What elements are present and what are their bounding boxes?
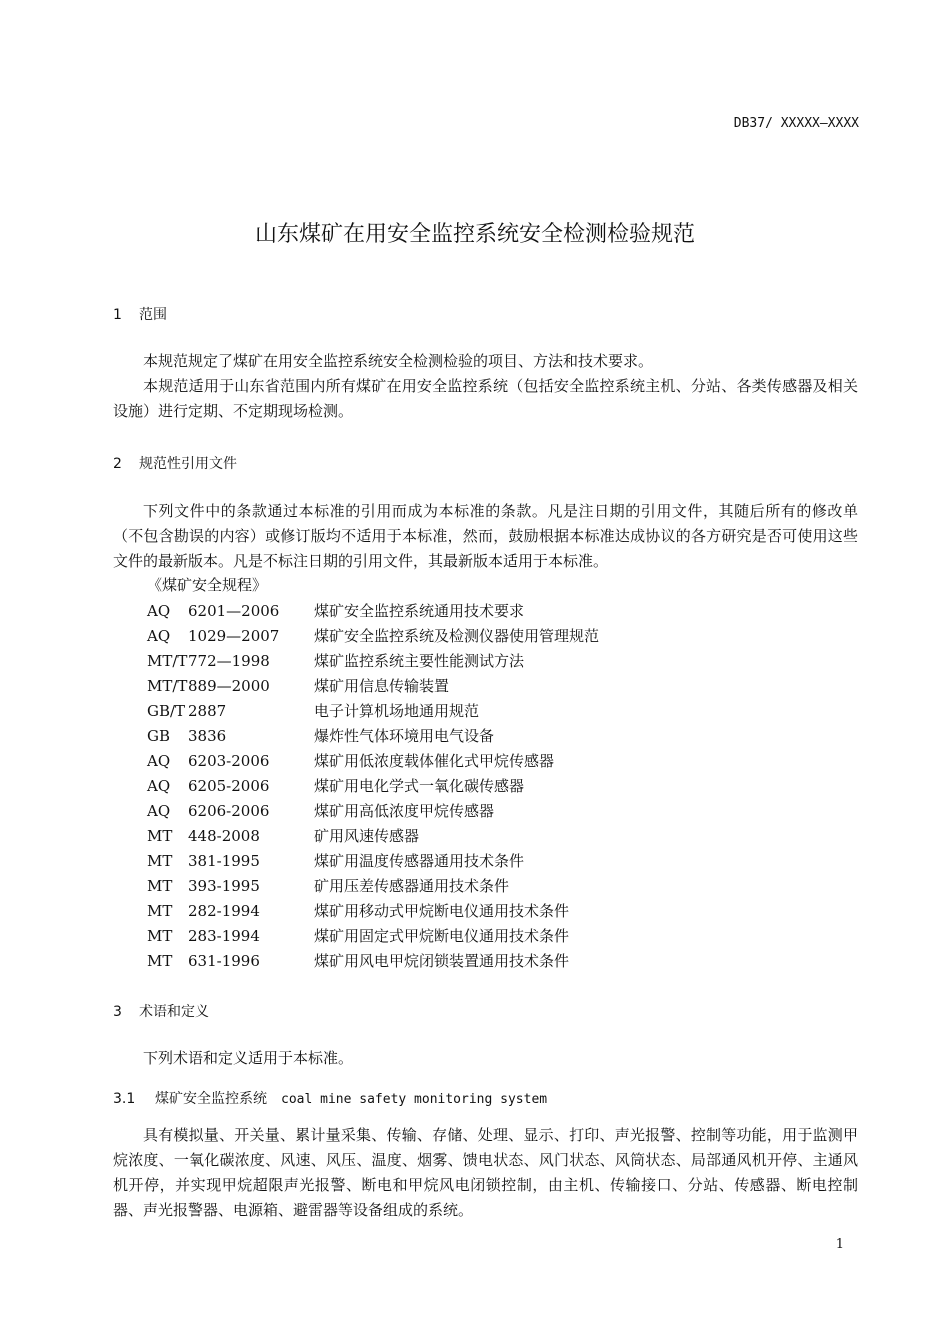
reference-title: 煤矿用低浓度载体催化式甲烷传感器: [314, 752, 555, 770]
reference-title: 煤矿用电化学式一氧化碳传感器: [314, 777, 525, 795]
reference-prefix: MT/T: [147, 677, 188, 695]
reference-title: 煤矿用温度传感器通用技术条件: [314, 852, 525, 870]
section-1-body: [113, 349, 858, 424]
term-number: 3.1: [113, 1091, 136, 1107]
reference-title: 电子计算机场地通用规范: [314, 702, 480, 720]
section-1-heading: [113, 304, 167, 324]
section-title: 规范性引用文件: [139, 456, 237, 472]
reference-number: 6203-2006: [188, 752, 270, 770]
standard-code: DB37/ XXXXX—XXXX: [733, 116, 859, 131]
reference-row: [147, 899, 599, 924]
section-title: 术语和定义: [139, 1004, 209, 1020]
reference-prefix: AQ: [147, 752, 171, 770]
section-title: 范围: [139, 307, 167, 323]
reference-row: [147, 724, 599, 749]
document-title: 山东煤矿在用安全监控系统安全检测检验规范: [254, 222, 695, 247]
paragraph: 下列术语和定义适用于本标准。: [143, 1049, 354, 1067]
reference-number: 1029—2007: [188, 627, 280, 645]
paragraph: 本规范适用于山东省范围内所有煤矿在用安全监控系统（包括安全监控系统主机、分站、各类传感器及相关设施）进行定期、不定期现场检测。: [113, 377, 858, 420]
reference-row: [147, 699, 599, 724]
reference-number: 283-1994: [188, 927, 260, 945]
reference-number: 381-1995: [188, 852, 260, 870]
section-3-body: [113, 1046, 858, 1071]
reference-regulation: 《煤矿安全规程》: [147, 576, 268, 594]
page-number: 1: [835, 1237, 844, 1252]
reference-number: 6201—2006: [188, 602, 280, 620]
reference-prefix: MT: [147, 952, 173, 970]
reference-row: [147, 624, 599, 649]
term-definition-body: [113, 1123, 858, 1223]
section-2-body: [113, 499, 858, 574]
term-title-en: coal mine safety monitoring system: [281, 1092, 548, 1107]
reference-prefix: MT: [147, 852, 173, 870]
section-3-heading: [113, 1001, 209, 1021]
reference-prefix: MT: [147, 877, 173, 895]
reference-row: [147, 649, 599, 674]
reference-title: 矿用压差传感器通用技术条件: [314, 877, 510, 895]
reference-title: 煤矿用高低浓度甲烷传感器: [314, 802, 495, 820]
reference-prefix: AQ: [147, 602, 171, 620]
paragraph: 下列文件中的条款通过本标准的引用而成为本标准的条款。凡是注日期的引用文件，其随后所有的修改单（不包含勘误的内容）或修订版均不适用于本标准，然而，鼓励根据本标准达成协议的各方研究是否可使用这些文件的最新版本。凡是不标注日期的引用文件，其最新版本适用于本标准。: [113, 502, 858, 570]
reference-prefix: AQ: [147, 627, 171, 645]
reference-prefix: MT: [147, 827, 173, 845]
reference-row: [147, 849, 599, 874]
reference-title: 煤矿用移动式甲烷断电仪通用技术条件: [314, 902, 570, 920]
reference-row: [147, 949, 599, 974]
reference-row: [147, 874, 599, 899]
reference-row: [147, 824, 599, 849]
reference-row: [147, 674, 599, 699]
reference-list: [147, 599, 599, 974]
reference-title: 煤矿安全监控系统及检测仪器使用管理规范: [314, 627, 600, 645]
reference-title: 煤矿用固定式甲烷断电仪通用技术条件: [314, 927, 570, 945]
reference-row: [147, 749, 599, 774]
reference-prefix: MT: [147, 902, 173, 920]
reference-title: 煤矿用信息传输装置: [314, 677, 450, 695]
reference-title: 煤矿监控系统主要性能测试方法: [314, 652, 525, 670]
reference-number: 2887: [188, 702, 227, 720]
reference-prefix: MT/T: [147, 652, 188, 670]
reference-prefix: GB/T: [147, 702, 186, 720]
section-2-heading: [113, 453, 237, 473]
term-heading: [113, 1088, 547, 1108]
reference-number: 3836: [188, 727, 227, 745]
paragraph: 本规范规定了煤矿在用安全监控系统安全检测检验的项目、方法和技术要求。: [143, 352, 654, 370]
section-number: 2: [113, 456, 122, 472]
reference-number: 631-1996: [188, 952, 260, 970]
reference-title: 煤矿安全监控系统通用技术要求: [314, 602, 525, 620]
reference-number: 393-1995: [188, 877, 260, 895]
reference-title: 矿用风速传感器: [314, 827, 420, 845]
reference-row: [147, 799, 599, 824]
section-number: 3: [113, 1004, 122, 1020]
section-number: 1: [113, 307, 122, 323]
reference-row: [147, 924, 599, 949]
reference-title: 煤矿用风电甲烷闭锁装置通用技术条件: [314, 952, 570, 970]
reference-prefix: AQ: [147, 802, 171, 820]
reference-number: 6205-2006: [188, 777, 270, 795]
reference-row: [147, 599, 599, 624]
reference-number: 282-1994: [188, 902, 260, 920]
reference-title: 爆炸性气体环境用电气设备: [314, 727, 495, 745]
reference-number: 6206-2006: [188, 802, 270, 820]
term-definition: 具有模拟量、开关量、累计量采集、传输、存储、处理、显示、打印、声光报警、控制等功能，用于监测甲烷浓度、一氧化碳浓度、风速、风压、温度、烟雾、馈电状态、风门状态、风筒状态、局部通风机开停、主通风机开停，并实现甲烷超限声光报警、断电和甲烷风电闭锁控制，由主机、传输接口、分站、传感器、断电控制器、声光报警器、电源箱、避雷器等设备组成的系统。: [113, 1126, 858, 1219]
reference-prefix: GB: [147, 727, 171, 745]
reference-row: [147, 774, 599, 799]
reference-prefix: AQ: [147, 777, 171, 795]
term-title-zh: 煤矿安全监控系统: [155, 1091, 267, 1107]
reference-number: 448-2008: [188, 827, 260, 845]
reference-prefix: MT: [147, 927, 173, 945]
reference-number: 889—2000: [188, 677, 270, 695]
reference-number: 772—1998: [188, 652, 270, 670]
